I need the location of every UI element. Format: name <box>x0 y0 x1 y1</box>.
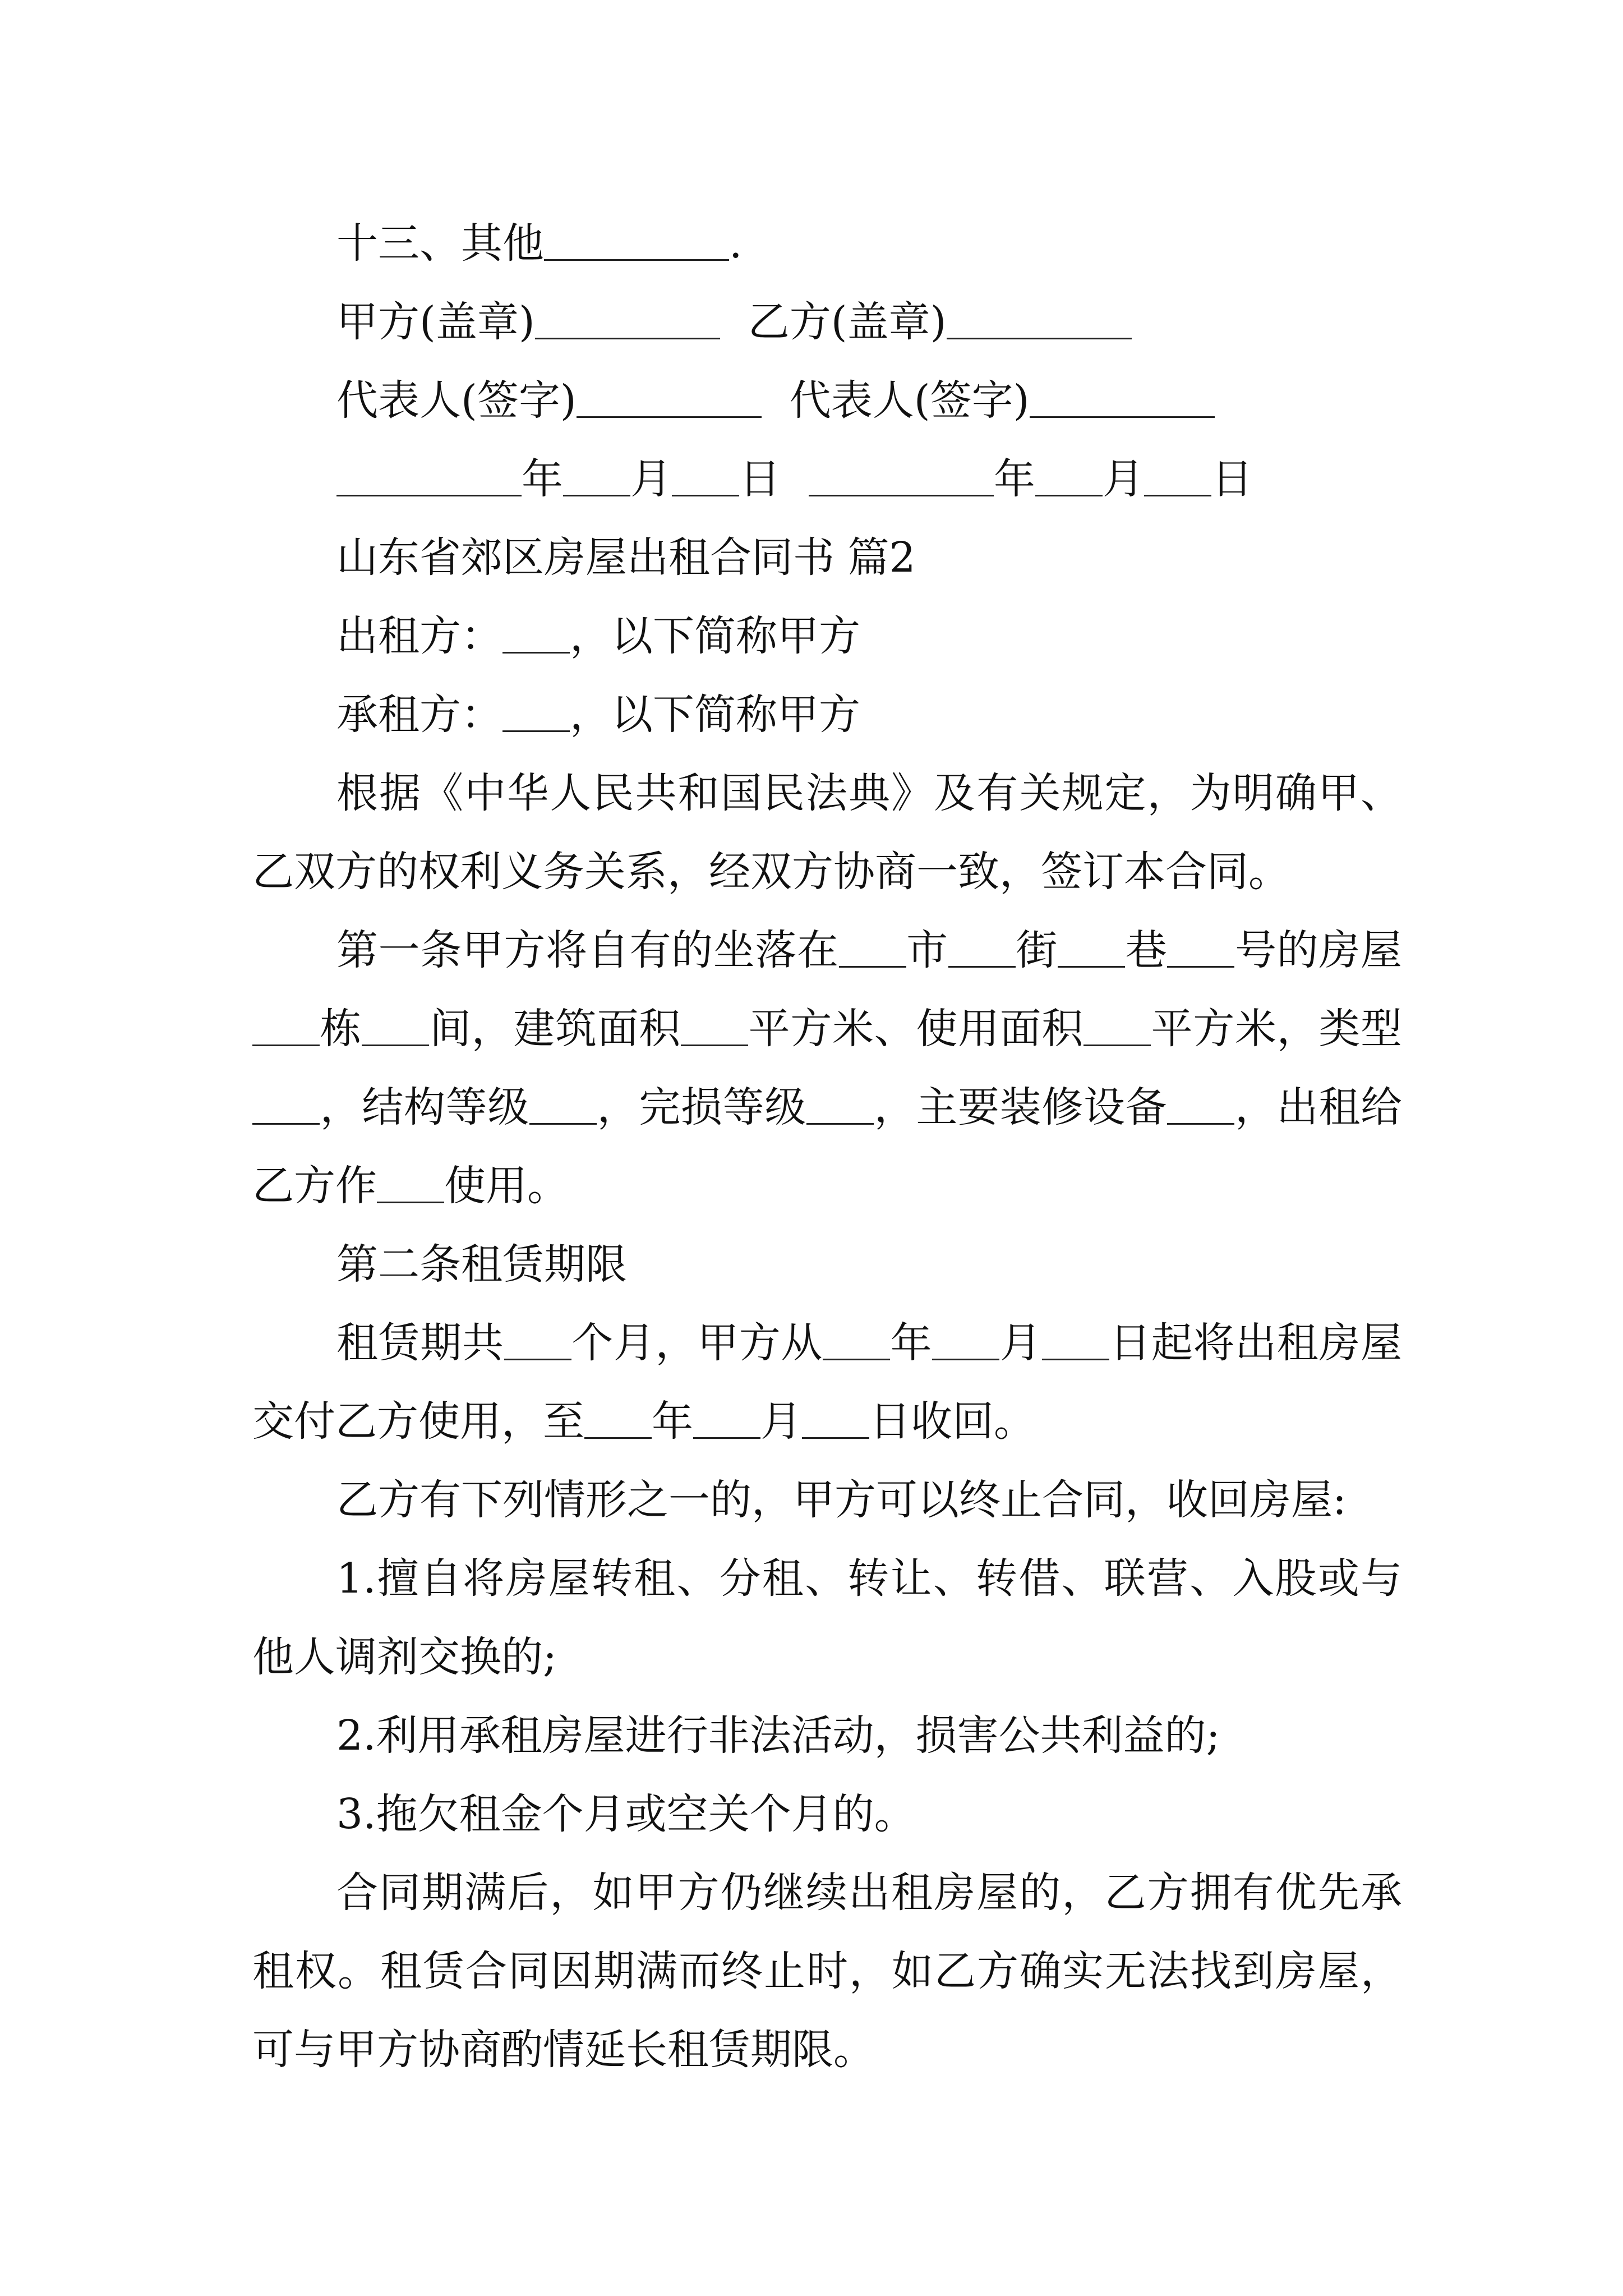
lessee-line <box>252 675 1402 754</box>
article-1-paragraph <box>252 911 1402 1225</box>
date-year-blank-2[interactable] <box>809 494 994 496</box>
date-line <box>252 440 1402 518</box>
party-a-rep-label: 代表人(签字) <box>336 376 577 425</box>
equipment-blank[interactable] <box>1167 1122 1234 1125</box>
lane-blank[interactable] <box>1058 965 1125 968</box>
condition-label: ，完损等级 <box>597 1083 806 1131</box>
date-year-label: 年 <box>522 455 563 503</box>
term-months-blank[interactable] <box>504 1358 571 1360</box>
gross-area-blank[interactable] <box>681 1044 748 1046</box>
date-month-blank[interactable] <box>563 494 630 496</box>
party-b-rep-blank[interactable] <box>1030 416 1215 418</box>
term-text: 租赁期共 <box>336 1319 504 1367</box>
lessor-label: 出租方： <box>336 612 502 660</box>
clause-13-line <box>252 204 1402 283</box>
equipment-label: ，主要装修设备 <box>874 1083 1168 1131</box>
date-year-label-2: 年 <box>994 455 1035 503</box>
termination-intro: 乙方有下列情形之一的，甲方可以终止合同，收回房屋: <box>336 1476 1347 1524</box>
room-label: 间，建筑面积 <box>429 1005 681 1053</box>
number-blank[interactable] <box>1167 965 1234 968</box>
party-a-seal-label: 甲方(盖章) <box>336 298 535 346</box>
signature-line <box>252 361 1402 440</box>
termination-item-2: 2.利用承租房屋进行非法活动，损害公共利益的; <box>336 1711 1220 1760</box>
party-a-seal-blank[interactable] <box>535 337 720 339</box>
date-day-label-2: 日 <box>1211 455 1253 503</box>
date-month-label: 月 <box>630 455 672 503</box>
date-month-blank-2[interactable] <box>1035 494 1103 496</box>
room-blank[interactable] <box>362 1044 429 1046</box>
intro-paragraph: 根据《中华人民共和国民法典》及有关规定，为明确甲、乙双方的权利义务关系，经双方协商一致，签订本合同。 <box>252 769 1402 896</box>
use-label: 使用。 <box>444 1162 569 1210</box>
start-day-label: 日起将出租房屋交付乙方使用，至 <box>252 1319 1403 1446</box>
term-months-label: 个月，甲方从 <box>571 1319 823 1367</box>
seal-line <box>252 283 1402 361</box>
end-month-blank[interactable] <box>693 1437 760 1439</box>
article-2-title: 第二条租赁期限 <box>336 1240 627 1289</box>
lane-label: 巷 <box>1125 926 1168 974</box>
type-blank[interactable] <box>252 1122 320 1125</box>
end-year-label: 年 <box>652 1397 693 1446</box>
date-year-blank[interactable] <box>336 494 522 496</box>
end-year-blank[interactable] <box>584 1437 652 1439</box>
termination-item-3: 3.拖欠租金个月或空关个月的。 <box>336 1790 916 1838</box>
number-label: 号的房屋 <box>1234 926 1403 974</box>
lessee-blank[interactable] <box>502 730 570 732</box>
date-day-blank[interactable] <box>672 494 739 496</box>
party-b-seal-blank[interactable] <box>947 337 1132 339</box>
party-b-rep-label: 代表人(签字) <box>789 376 1030 425</box>
city-blank[interactable] <box>839 965 906 968</box>
building-label: 栋 <box>320 1005 362 1053</box>
clause-13-period: . <box>729 219 743 268</box>
lessor-line <box>252 597 1402 675</box>
usable-area-label: 平方米，类型 <box>1151 1005 1403 1053</box>
document-body <box>252 204 1402 2089</box>
end-day-blank[interactable] <box>802 1437 869 1439</box>
start-year-blank[interactable] <box>823 1358 890 1360</box>
structure-label: ，结构等级 <box>320 1083 529 1131</box>
street-blank[interactable] <box>948 965 1016 968</box>
party-b-seal-label: 乙方(盖章) <box>748 298 947 346</box>
purpose-blank[interactable] <box>377 1201 444 1203</box>
lessor-blank[interactable] <box>502 651 570 654</box>
building-blank[interactable] <box>252 1044 320 1046</box>
section-title: 山东省郊区房屋出租合同书 篇2 <box>336 533 916 582</box>
article-2-paragraph <box>252 1304 1402 1461</box>
lessor-suffix: ，以下简称甲方 <box>570 612 860 660</box>
blank-field[interactable] <box>544 259 729 261</box>
lease-purpose-label: ，出租给乙方作 <box>252 1083 1403 1210</box>
party-a-rep-blank[interactable] <box>577 416 762 418</box>
city-label: 市 <box>906 926 948 974</box>
end-month-label: 月 <box>760 1397 802 1446</box>
street-label: 街 <box>1015 926 1058 974</box>
renewal-paragraph: 合同期满后，如甲方仍继续出租房屋的，乙方拥有优先承租权。租赁合同因期满而终止时，如乙方确实无法找到房屋，可与甲方协商酌情延长租赁期限。 <box>252 1869 1402 2074</box>
clause-13-label: 十三、其他 <box>336 219 544 268</box>
date-month-label-2: 月 <box>1103 455 1144 503</box>
article-1-text: 第一条甲方将自有的坐落在 <box>336 926 839 974</box>
lessee-suffix: ，以下简称甲方 <box>570 691 860 739</box>
date-day-blank-2[interactable] <box>1144 494 1211 496</box>
lessee-label: 承租方： <box>336 691 502 739</box>
end-day-label: 日收回。 <box>869 1397 1035 1446</box>
start-year-label: 年 <box>890 1319 933 1367</box>
condition-blank[interactable] <box>806 1122 874 1125</box>
structure-blank[interactable] <box>529 1122 597 1125</box>
start-month-label: 月 <box>999 1319 1042 1367</box>
usable-area-blank[interactable] <box>1083 1044 1151 1046</box>
date-day-label: 日 <box>739 455 781 503</box>
gross-area-label: 平方米、使用面积 <box>748 1005 1084 1053</box>
termination-item-1: 1.擅自将房屋转租、分租、转让、转借、联营、入股或与他人调剂交换的; <box>252 1554 1402 1681</box>
start-day-blank[interactable] <box>1042 1358 1109 1360</box>
start-month-blank[interactable] <box>932 1358 999 1360</box>
